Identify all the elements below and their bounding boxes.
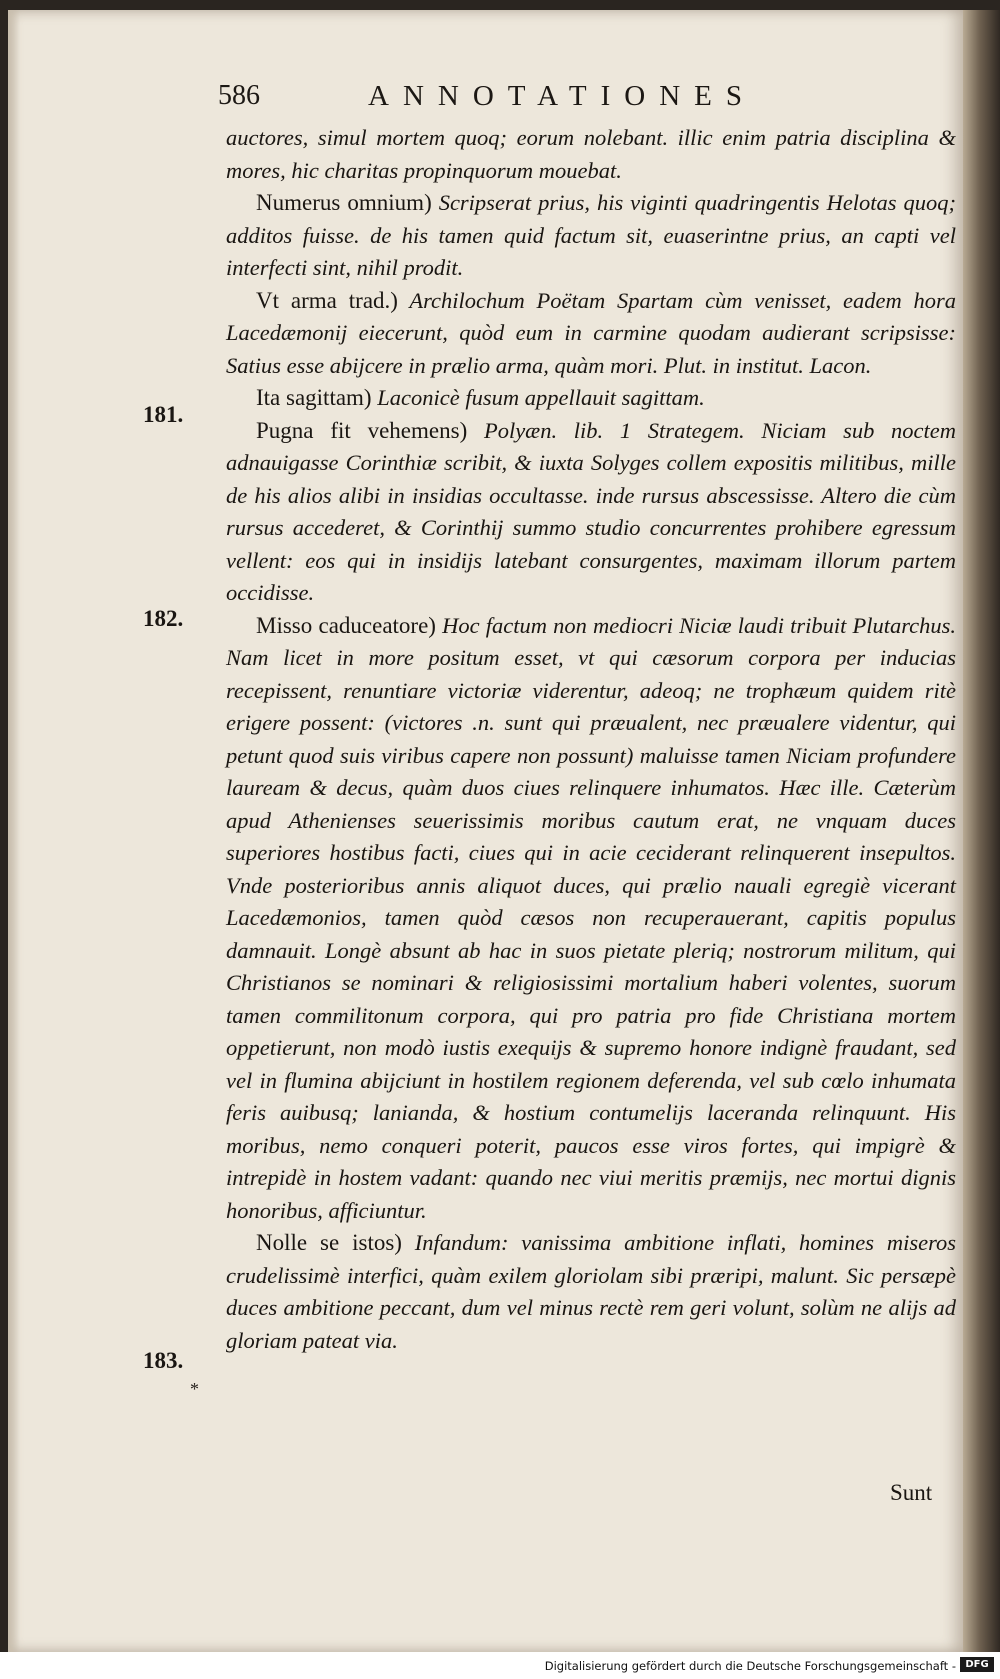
page-edge	[963, 10, 1000, 1652]
page-number: 586	[218, 80, 260, 111]
entry-text: Hoc factum non mediocri Niciæ laudi tribuit Plutarchus. Nam licet in more positum esset, vt qui cæsorum corpora per inducias recepissent, renuntiare victoriæ viderentur, adeoq; ne trophæum quidem ritè erigere possent: (victores .n. sunt qui præualent, nec præualere videntur, qui petunt quod suis viribus capere non possunt) maluisse tamen Niciam profundere lauream & decus, quàm duos ciues relinquere inhumatos. Hæc ille. Cæterùm apud Athenienses seuerissimis moribus cautum erat, ne vnquam duces superiores hostibus facti, ciues qui in acie ceciderant relinquerent insepultos. Vnde posterioribus annis aliquot duces, qui prælio nauali egregiè vicerant Lacedæmonios, tamen quòd cæsos non recuperauerant, capitis populus damnauit. Longè absunt ab hac in suos pietate pleriq; nostrorum militum, qui Christianos se nominari & religiosissimi mortalium haberi volentes, suorum tamen commilitonum corpora, qui pro patria pro fide Christiana mortem oppetierunt, non modò iustis exequijs & supremo honore indignè fraudant, sed vel in flumina abijciunt in hostilem regionem deferenda, vel sub cœlo inhumata feris auibusq; lanianda, & hostium contumelijs laceranda relinquunt. His moribus, nemo conqueri poterit, paucos esse viros fortes, qui impigrè & intrepidè in hostem vadant: quando nec viui meritis præmijs, nec mortui dignis honoribus, afficiuntur.	[226, 612, 957, 1223]
entry-vt-arma	[226, 285, 956, 383]
entry-lemma: Pugna fit vehemens)	[256, 417, 468, 443]
digitization-footer	[0, 1652, 1000, 1679]
entry-ita-sagittam	[226, 382, 956, 415]
entry-text: Scripserat prius, his viginti quadringentis Helotas quoq; additos fuisse. de his tamen quid factum sit, euaserintne prius, an capti vel interfecti sint, nihil prodit.	[226, 190, 957, 280]
dfg-logo: DFG	[960, 1657, 994, 1672]
entry-text: Infandum: vanissima ambitione inflati, homines miseros crudelissimè interfici, quàm exilem gloriolam sibi præripi, malunt. Sic persæpè duces ambitione peccant, dum vel minus rectè rem geri volunt, solùm ne alijs ad gloriam pateat via.	[226, 1230, 956, 1353]
annotation-text	[226, 122, 956, 1357]
page-header	[0, 80, 1000, 114]
entry-text: Polyæn. lib. 1 Strategem. Niciam sub noctem adnauigasse Corinthiæ scribit, & iuxta Solyges collem expositis militibus, mille de his alios alibi in insidias occultasse. inde rursus abscessisse. Altero die cùm rursus accederet, & Corinthij summo studio concurrentes prohibere egressum vellent: eos qui in insidijs latebant consurgentes, maximam illorum partem occidisse.	[226, 417, 957, 605]
funding-credit: Digitalisierung gefördert durch die Deutsche Forschungsgemeinschaft -	[544, 1659, 956, 1673]
margin-note-182: 182.	[143, 606, 184, 631]
margin-note-183: 183.	[143, 1348, 184, 1373]
entry-pugna-fit	[226, 415, 956, 610]
entry-lemma: Nolle se istos)	[256, 1230, 402, 1255]
entry-nolle-se-istos	[226, 1227, 956, 1357]
running-head: ANNOTATIONES	[368, 80, 756, 112]
margin-asterisk: *	[190, 1379, 199, 1399]
margin-note-181: 181.	[143, 402, 184, 427]
catchword: Sunt	[890, 1480, 933, 1505]
entry-lemma: Ita sagittam)	[256, 385, 372, 410]
entry-lemma: Misso caduceatore)	[256, 612, 436, 638]
entry-lemma: Vt arma trad.)	[256, 287, 398, 313]
entry-text: auctores, simul mortem quoq; eorum nolebant. illic enim patria disciplina & mores, hic charitas propinquorum mouebat.	[226, 125, 956, 183]
entry-numerus-omnium	[226, 187, 956, 285]
page-gutter-shadow	[8, 10, 20, 1652]
entry-continuation	[226, 122, 956, 187]
entry-lemma: Numerus omnium)	[256, 190, 432, 215]
entry-misso-caduceatore	[226, 610, 956, 1228]
entry-text: Laconicè fusum appellauit sagittam.	[377, 385, 705, 410]
entry-text: Archilochum Poëtam Spartam cùm venisset, eadem hora Lacedæmonij eiecerunt, quòd eum in carmine quodam audierant scripsisse: Satius esse abijcere in prælio arma, quàm mori. Plut. in institut. Lacon.	[226, 287, 956, 378]
